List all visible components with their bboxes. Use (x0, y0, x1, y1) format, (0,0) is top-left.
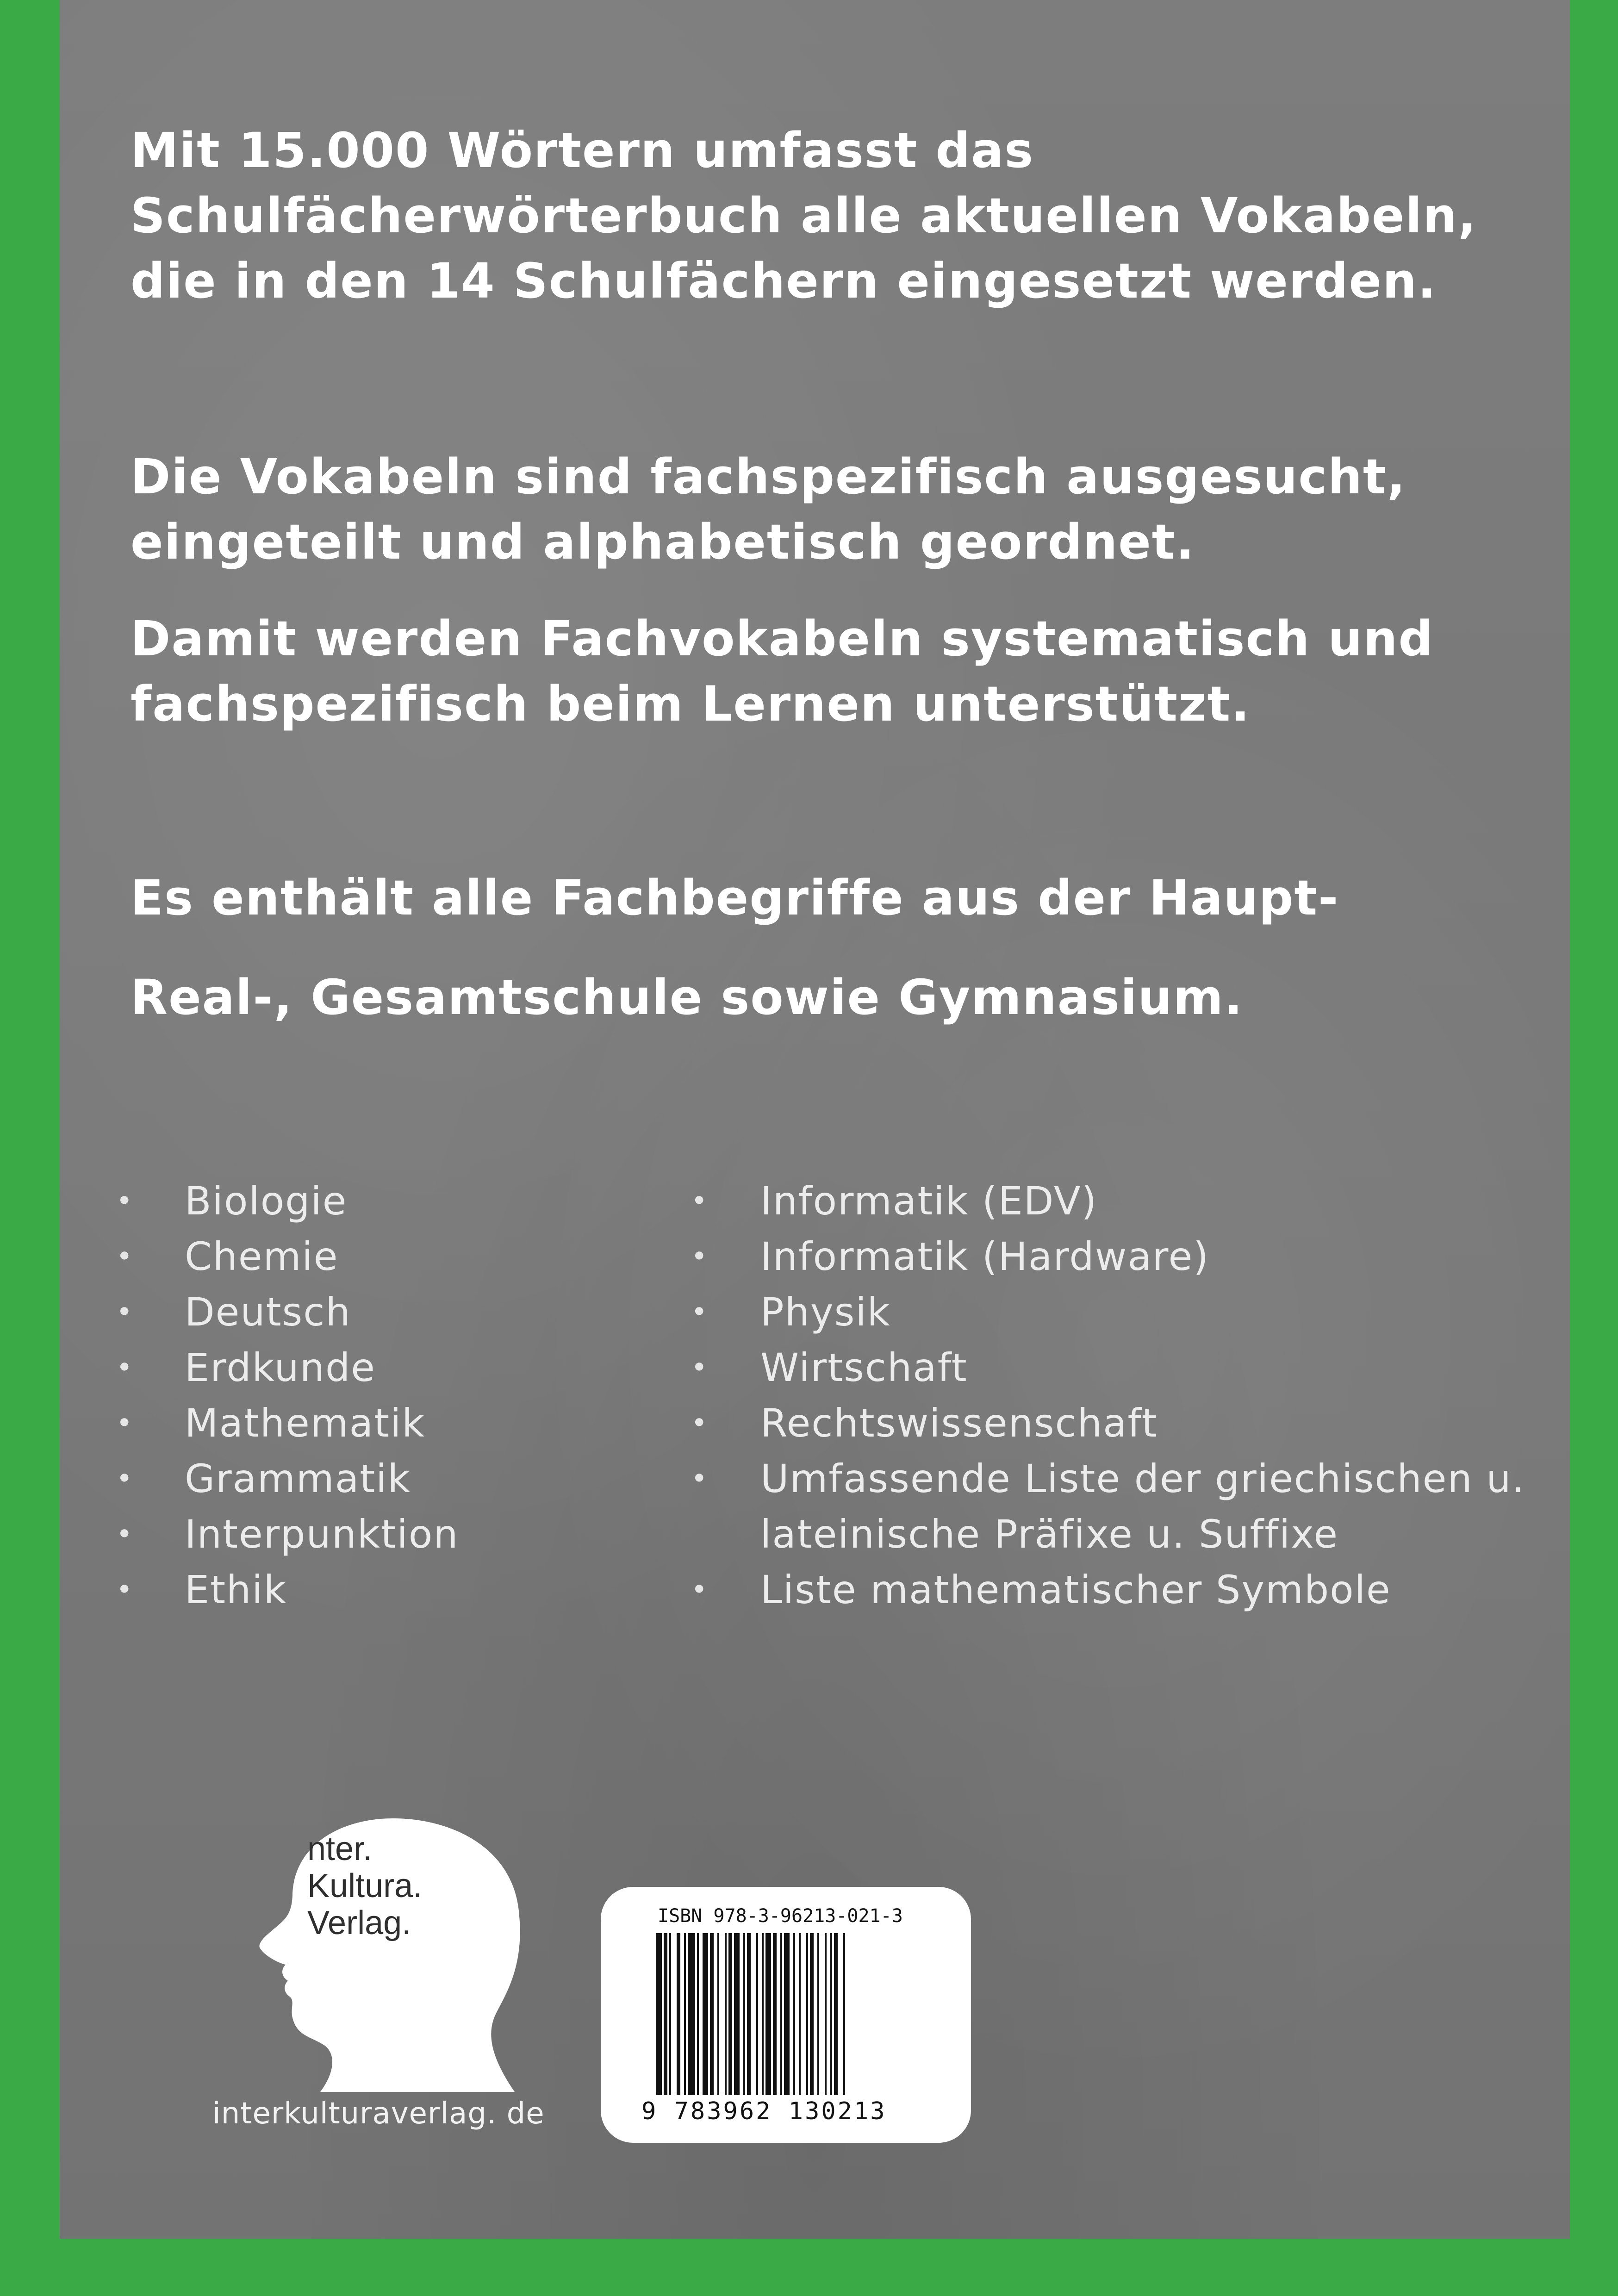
intro-line-2: Schulfächerwörterbuch alle aktuellen Vokabeln, (131, 187, 1477, 244)
bullet-icon: • (116, 1462, 134, 1495)
subject-list-left (116, 1173, 459, 1618)
bullet-icon: • (116, 1574, 134, 1606)
barcode-digits: 9 783962 130213 (641, 2097, 887, 2125)
isbn-label: ISBN 978-3-96213-021-3 (658, 1905, 903, 1927)
publisher-logo-text (307, 1830, 455, 1941)
list-item: • Informatik (EDV) (760, 1173, 1525, 1229)
bullet-icon: • (116, 1240, 134, 1273)
school-types-line-2 (131, 965, 1243, 1030)
list-item: • Erdkunde (185, 1340, 459, 1395)
list-item: • Interpunktion (185, 1506, 459, 1562)
systematic-line-2: fachspezifisch beim Lernen unterstützt. (131, 676, 1251, 732)
bullet-icon: • (691, 1240, 709, 1273)
bullet-icon: • (691, 1407, 709, 1439)
school-types-text-1: Es enthält alle Fachbegriffe aus der Haupt- (131, 870, 1339, 926)
systematic-line-1: Damit werden Fachvokabeln systematisch und (131, 610, 1434, 667)
list-item: • Mathematik (185, 1395, 459, 1451)
school-types-line-1 (131, 865, 1339, 931)
selection-line-1: Die Vokabeln sind fachspezifisch ausgesucht, (131, 448, 1406, 505)
intro-line-3: die in den 14 Schulfächern eingesetzt werden. (131, 253, 1437, 309)
bullet-icon: • (116, 1518, 134, 1550)
school-types-text-2: Real-, Gesamtschule sowie Gymnasium. (131, 969, 1244, 1026)
logo-line-3: Verlag. (307, 1904, 411, 1941)
selection-line-2: eingeteilt und alphabetisch geordnet. (131, 514, 1195, 570)
systematic-paragraph (131, 606, 1434, 737)
list-item: • Rechtswissenschaft (760, 1395, 1525, 1451)
list-item: • Biologie (185, 1173, 459, 1229)
bullet-icon: • (691, 1351, 709, 1384)
list-item: • Informatik (Hardware) (760, 1229, 1525, 1284)
list-item: • Umfassende Liste der griechischen u. (760, 1451, 1525, 1506)
intro-line-1: Mit 15.000 Wörtern umfasst das (131, 122, 1034, 179)
chalkboard-background (60, 0, 1570, 2239)
bullet-icon: • (691, 1574, 709, 1606)
subject-list-right (691, 1173, 1525, 1618)
list-item: • Physik (760, 1284, 1525, 1340)
list-item: • Deutsch (185, 1284, 459, 1340)
list-item: • Ethik (185, 1562, 459, 1618)
bullet-icon: • (116, 1296, 134, 1328)
selection-paragraph (131, 444, 1406, 575)
bullet-icon: • (691, 1185, 709, 1217)
intro-paragraph (131, 118, 1477, 314)
list-item: • Liste mathematischer Symbole (760, 1562, 1525, 1618)
publisher-website[interactable]: interkulturaverlag. de (212, 2097, 545, 2131)
isbn-barcode (601, 1887, 971, 2143)
list-item: • Wirtschaft (760, 1340, 1525, 1395)
logo-line-1: nter. (307, 1830, 373, 1867)
list-item: • Grammatik (185, 1451, 459, 1506)
bullet-icon: • (691, 1296, 709, 1328)
bullet-icon: • (116, 1351, 134, 1384)
list-item: • Chemie (185, 1229, 459, 1284)
bullet-icon: • (116, 1185, 134, 1217)
logo-line-2: Kultura. (307, 1867, 423, 1904)
list-item: lateinische Präfixe u. Suffixe (760, 1512, 1339, 1557)
bullet-icon: • (691, 1462, 709, 1495)
bullet-icon: • (116, 1407, 134, 1439)
barcode-bars (656, 1933, 915, 2095)
